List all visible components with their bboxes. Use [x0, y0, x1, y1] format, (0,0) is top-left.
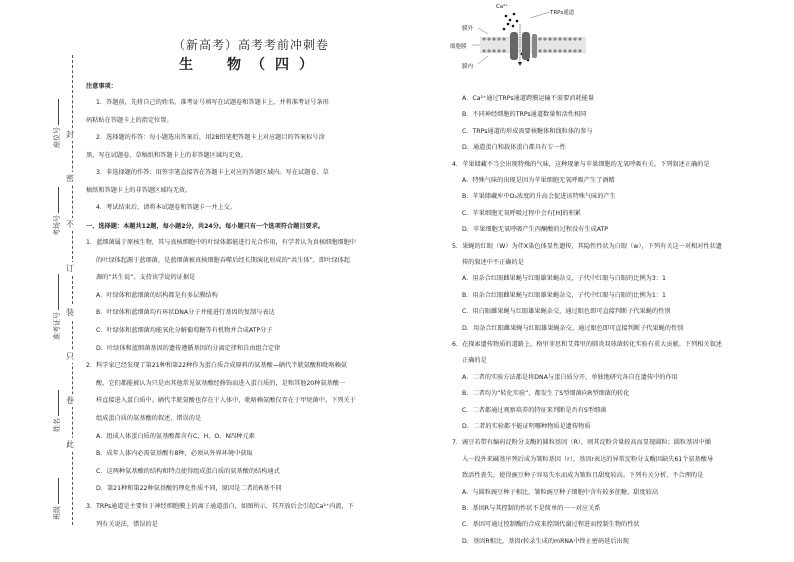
- text-line: A．叶绿体和蓝细菌的结构都是有多层膜结构: [96, 291, 218, 299]
- margin-char: 卷: [66, 396, 74, 405]
- field-seat-number: [52, 99, 62, 148]
- text-line: 源的“共生说”。支持该学说的证据是: [96, 274, 196, 282]
- ion-label: Ca²⁺: [496, 4, 509, 10]
- text-line: A．组成人体蛋白质的氨基酸都含有C、H、O、N四种元素: [96, 432, 255, 440]
- margin-char: 不: [66, 220, 74, 229]
- text-line: C．叶绿体和蓝细菌均能氧化分解葡萄糖等有机物并合成ATP分子: [96, 327, 273, 334]
- field-exam-room: [52, 187, 62, 236]
- membrane-svg: [458, 4, 608, 86]
- field-label: 考场号: [53, 215, 61, 236]
- text-line: B．不同神经细胞的TRPs通道数量和活性相同: [462, 111, 587, 119]
- text-line: 黑，写在试题卷、草稿纸和答题卡上的非答题区域均无效。: [86, 151, 247, 159]
- text-line: B．基因R与其控制的性状不是简单的一一对应关系: [462, 505, 601, 512]
- binding-dashed-line: [72, 55, 73, 525]
- text-line: D．二者的实验都不能证明哪种物质是遗传物质: [462, 423, 591, 430]
- text-line: B．二者均为“转化实验”，都发生了S型细菌向R型细菌的转化: [462, 390, 630, 398]
- text-line: A．用杂合红眼雌果蝇与红眼雄果蝇杂交，子代中红眼与白眼的比例为3：1: [462, 275, 666, 283]
- text-line: 1．答题前，先将自己的姓名、准考证号填写在试题卷和答题卡上，并将准考证号条形: [96, 99, 329, 106]
- exam-title: （新高考）高考考前冲刺卷: [172, 38, 329, 52]
- field-admission-number: [52, 274, 62, 340]
- text-line: C．基因可通过控制酶的合成来控制代谢过程进而控制生物的性状: [462, 521, 640, 529]
- text-line: D．用杂合红眼雌果蝇与红眼雄果蝇杂交，通过眼色即可直接判断子代果蝇的性别: [462, 324, 684, 332]
- field-name: [52, 390, 62, 432]
- margin-char: 密: [66, 174, 74, 183]
- binding-margin: [0, 0, 82, 562]
- text-line: C．二者都通过观察培养的特征来判断是否有S型细菌: [462, 406, 607, 414]
- margin-char: 订: [66, 264, 74, 273]
- text-line: 7．豌豆若带有编码淀粉分支酶的圆粒基因（R），则其淀粉含量较高而显现圆粒；圆粒基因中插: [452, 439, 711, 447]
- notice-heading: 注意事项：: [86, 83, 117, 90]
- text-line: 3．TRPs通道是主要位于神经细胞膜上的离子通道蛋白，如图所示，其开放后会引起Ca²⁺内流，下: [86, 503, 354, 510]
- text-line: A．Ca²⁺通过TRPs通道跨膜运输不需要消耗能量: [462, 95, 595, 102]
- channel-label: TRPs通道: [550, 10, 575, 16]
- outside-label: 膜外: [462, 26, 474, 32]
- field-label: 姓名: [53, 418, 61, 432]
- text-line: 正确的是: [462, 357, 487, 365]
- text-line: 列有关说法，错误的是: [96, 520, 158, 528]
- field-label: 班级: [53, 506, 61, 520]
- text-line: 的叶绿体起源于蓝细菌，是蓝细菌被真核细胞吞噬后经长期演化形成的“共生体”，即叶绿体起: [96, 256, 350, 264]
- text-line: 2．科学家已经发现了第21种和第22种作为蛋白质合成原料的氨基酸—硒代半胱氨酸和吡咯赖氨: [86, 362, 347, 370]
- margin-char: 封: [66, 130, 74, 139]
- text-line: 4．苹果储藏不当会出现特殊的气味，这种现象与苹果细胞的无氧呼吸有关。下列叙述正确的是: [452, 160, 710, 168]
- field-label: 准考证号: [53, 312, 61, 340]
- text-line: 传的叙述中不正确的是: [462, 259, 524, 266]
- margin-char: 此: [66, 440, 74, 449]
- text-line: D．通道蛋白和载体蛋白都具有专一性: [462, 144, 566, 152]
- text-line: D．叶绿体和蓝细菌基因的遗传遵循基因的分离定律和自由组合定律: [96, 344, 281, 352]
- section-heading: 一、选择题：本题共12题，每小题2分，共24分。每小题只有一个选项符合题目要求。: [86, 223, 325, 230]
- text-line: 4．考试结束后，请将本试题卷和答题卡一并上交。: [96, 204, 237, 211]
- text-line: 致活性丧失，使得豌豆种子容易失水而成为皱粒且甜度较高。下列有关分析，不合理的是: [462, 472, 704, 480]
- text-line: C．用白眼雌果蝇与红眼雄果蝇杂交，通过眼色即可直接判断子代果蝇的性别: [462, 308, 671, 316]
- text-line: 码粘贴在答题卡上的指定位置。: [86, 116, 173, 124]
- margin-char: 只: [66, 352, 74, 361]
- text-line: D．苹果细胞无氧呼吸产生丙酮酸的过程没有生成ATP: [462, 226, 608, 234]
- text-line: C．苹果细胞无氧呼吸过程中会有[H]的积累: [462, 209, 581, 217]
- text-line: 1．蓝细菌属于原核生物，其与真核细胞中的叶绿体都能进行光合作用，有学者认为真核细胞细胞中: [86, 239, 356, 246]
- text-line: 样直接进入蛋白质中。硒代半胱氨酸也存在于人体中，吡咯赖氨酸仅存在于甲烷菌中。下列关于: [96, 397, 356, 405]
- text-line: B．叶绿体和蓝细菌均有环状DNA分子并能进行基因的复制与表达: [96, 309, 275, 317]
- text-line: 入一段外来碱基序列后成为皱粒基因（r），基因r表达的异常淀粉分支酶因缺失61个氨基酸导: [462, 455, 714, 463]
- margin-char: 装: [66, 308, 74, 317]
- text-line: 酸，它们都能被认为只是由其他常见氨基酸经修饰而进入蛋白质的，是和其他20种氨基酸一: [96, 379, 346, 387]
- field-class: [52, 478, 62, 520]
- text-line: 组成蛋白质的氨基酸的叙述，错误的是: [96, 415, 202, 422]
- text-line: A．二者的实验方法都是将DNA与蛋白质分开，单独地研究各自在遗传中的作用: [462, 373, 678, 381]
- text-line: A．与圆粒豌豆种子相比，皱粒豌豆种子细胞中含有较多蔗糖，甜度较高: [462, 488, 659, 496]
- text-line: B．成年人体内必需氨基酸有8种，必须从外界环境中获取: [96, 450, 253, 458]
- inside-label: 膜内: [462, 64, 474, 70]
- subject-title: 生 物（四）: [179, 57, 323, 73]
- text-line: B．用杂合红眼雌果蝇与红眼雄果蝇杂交，子代中红眼与白眼的比例为1：1: [462, 291, 666, 299]
- text-line: 5．果蝇的红眼（W）为伴X染色体显性遗传，其隐性性状为白眼（w），下列有关这一对相对性状遗: [452, 242, 722, 250]
- text-line: 2．选择题的作答：每小题选出答案后，用2B铅笔把答题卡上对应题目的答案标号涂: [96, 134, 325, 141]
- text-line: C．TRPs通道的形成需要核糖体和线粒体的参与: [462, 127, 593, 135]
- text-line: 6．在探索遗传物质的道路上，格里菲思和艾弗里的肺炎双球菌转化实验有重大贡献。下列相关叙述: [452, 341, 722, 348]
- text-line: 稿纸和答题卡上的非答题区域均无效。: [86, 186, 192, 194]
- membrane-label: 细胞膜: [450, 44, 467, 50]
- text-line: 3．非选择题的作答：用签字笔直接答在答题卡上对应的答题区域内。写在试题卷、草: [96, 169, 329, 176]
- text-line: C．这两种氨基酸的结构和特点使得组成蛋白质的氨基酸的结构通式: [96, 467, 280, 475]
- text-line: D．基因R相比，基因r转录生成的mRNA中终止密码延后出现: [462, 537, 629, 545]
- field-label: 座位号: [53, 127, 61, 148]
- text-line: D．第21种和第22种氨基酸的理化性质不同，原因是二者的R基不同: [96, 485, 282, 493]
- text-line: B．苹果储藏库中O₂浓度的升高会促进该特殊气味的产生: [462, 193, 616, 201]
- text-line: A．特殊气味的出现是因为苹果细胞无氧呼吸产生了酒精: [462, 177, 615, 184]
- trps-channel-diagram: [450, 4, 608, 86]
